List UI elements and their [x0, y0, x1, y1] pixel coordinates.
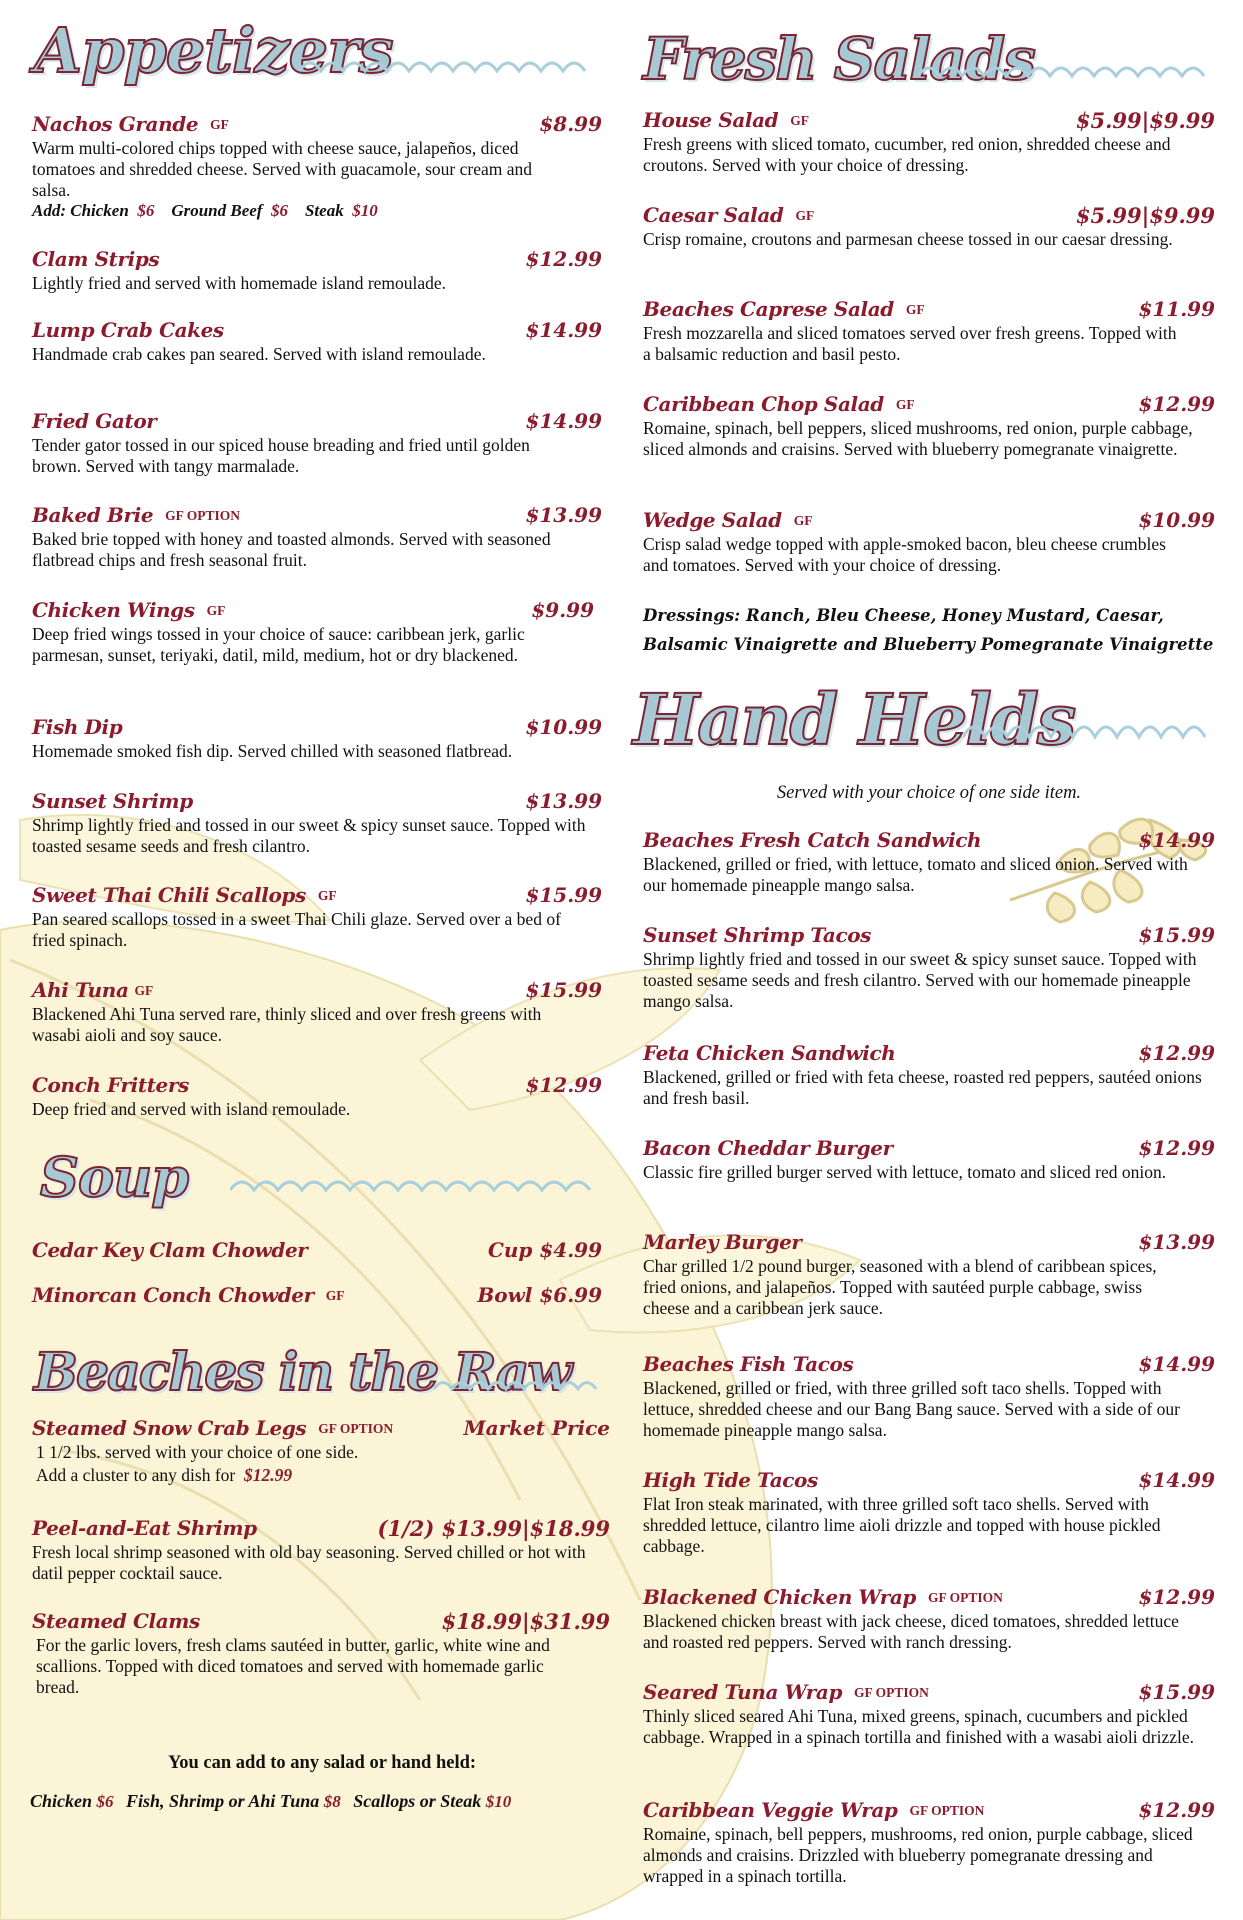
menu-item-clam-strips: [32, 247, 602, 294]
dressings-line-2: Balsamic Vinaigrette and Blueberry Pomegranate Vinaigrette: [643, 635, 1214, 654]
item-description: Romaine, spinach, bell peppers, mushrooms, red onion, purple cabbage, sliced almonds and craisins. Drizzled with blueberry pomegranate dressing and wrapped in a spinach tortilla.: [643, 1824, 1193, 1886]
item-description: Char grilled 1/2 pound burger, seasoned with a blend of caribbean spices, fried onions, and jalapeños. Topped with sautéed purple cabbage, swiss cheese and a caribbean jerk sauce.: [643, 1256, 1157, 1318]
item-description: Classic fire grilled burger served with lettuce, tomato and sliced red onion.: [643, 1162, 1167, 1182]
item-price: $14.99: [1138, 1352, 1215, 1376]
item-tag: GF: [905, 302, 925, 317]
item-name: Marley Burger: [643, 1230, 802, 1254]
add-chicken-price: $6: [137, 201, 155, 220]
menu-item-blackened-chicken-wrap: [643, 1585, 1215, 1653]
item-description: Pan seared scallops tossed in a sweet Thai Chili glaze. Served over a bed of fried spinach.: [32, 909, 561, 950]
item-name: Sweet Thai Chili Scallops: [32, 883, 306, 907]
menu-item-beaches-fish-tacos: [643, 1352, 1215, 1441]
add-chicken: Chicken: [30, 1791, 93, 1811]
item-price: $15.99: [525, 978, 602, 1002]
item-name: Chicken Wings: [32, 598, 195, 622]
item-price: $5.99|$9.99: [1075, 203, 1215, 228]
item-description: Blackened, grilled or fried, with lettuce, tomato and sliced onion. Served with our homemade pineapple mango salsa.: [643, 854, 1188, 895]
item-description: Warm multi-colored chips topped with cheese sauce, jalapeños, diced tomatoes and shredded cheese. Served with guacamole, sour cream and salsa.: [32, 138, 533, 200]
item-description: Deep fried and served with island remoulade.: [32, 1099, 351, 1119]
appetizers-title: Appetizers: [34, 14, 393, 87]
add-steak: Steak: [304, 201, 344, 220]
item-name: High Tide Tacos: [643, 1468, 818, 1492]
item-price: (1/2) $13.99|$18.99: [377, 1516, 610, 1541]
item-tag: GF OPTION: [854, 1685, 929, 1700]
item-price: $14.99: [525, 409, 602, 433]
item-name: Fried Gator: [32, 409, 157, 433]
soup-title: Soup: [40, 1145, 189, 1209]
item-tag: GF: [325, 1288, 345, 1303]
salads-header: [643, 25, 1215, 100]
item-name: Caribbean Chop Salad: [643, 392, 884, 416]
menu-item-seared-tuna-wrap: [643, 1680, 1215, 1748]
item-name: Clam Strips: [32, 247, 160, 271]
item-name: Lump Crab Cakes: [32, 318, 224, 342]
item-price: $18.99|$31.99: [441, 1609, 610, 1634]
item-description: Blackened chicken breast with jack cheese, diced tomatoes, shredded lettuce and roasted red peppers. Served with ranch dressing.: [643, 1611, 1179, 1652]
add-cluster-price: $12.99: [244, 1465, 293, 1485]
menu-item-house-salad: [643, 108, 1215, 176]
item-name: Minorcan Conch Chowder: [32, 1283, 314, 1307]
dressings-list: [643, 601, 1215, 659]
menu-item-chicken-wings: [32, 598, 602, 666]
add-beef: Ground Beef: [171, 201, 263, 220]
menu-item-steamed-snow-crab-legs: [32, 1416, 610, 1486]
item-description: Shrimp lightly fried and tossed in our sweet & spicy sunset sauce. Topped with toasted sesame seeds and fresh cilantro.: [32, 815, 586, 856]
item-price: $12.99: [525, 247, 602, 271]
add-beef-price: $6: [270, 201, 288, 220]
item-price: Cup $4.99: [487, 1238, 602, 1262]
menu-item-high-tide-tacos: [643, 1468, 1215, 1557]
item-name: Beaches Caprese Salad: [643, 297, 894, 321]
menu-item-nachos-grande: [32, 112, 602, 221]
item-description: Crisp salad wedge topped with apple-smoked bacon, bleu cheese crumbles and tomatoes. Served with your choice of dressing.: [643, 534, 1166, 575]
item-name: Ahi Tuna: [32, 978, 129, 1002]
add-scallops: Scallops or Steak: [353, 1791, 482, 1811]
item-tag: GF: [206, 603, 226, 618]
item-tag: GF: [134, 983, 154, 998]
wave-divider: [434, 1373, 609, 1397]
item-description: Deep fried wings tossed in your choice of sauce: caribbean jerk, garlic parmesan, sunset, teriyaki, datil, mild, medium, hot or dry blackened.: [32, 624, 525, 665]
item-name: Blackened Chicken Wrap: [643, 1585, 916, 1609]
item-price: $13.99: [525, 789, 602, 813]
item-name: Caribbean Veggie Wrap: [643, 1798, 898, 1822]
item-name: Sunset Shrimp Tacos: [643, 923, 872, 947]
item-description: Thinly sliced seared Ahi Tuna, mixed greens, spinach, cucumbers and pickled cabbage. Wrapped in a spinach tortilla and finished with a wasabi aioli drizzle.: [643, 1706, 1195, 1747]
menu-item-lump-crab-cakes: [32, 318, 602, 365]
menu-item-ahi-tuna: [32, 978, 602, 1046]
menu-item-feta-chicken-sandwich: [643, 1041, 1215, 1109]
menu-item-bacon-cheddar-burger: [643, 1136, 1215, 1183]
add-chicken: Chicken: [70, 201, 129, 220]
add-steak-price: $10: [352, 201, 378, 220]
item-price: $12.99: [1138, 1585, 1215, 1609]
item-tag: GF: [790, 113, 810, 128]
menu-item-conch-fritters: [32, 1073, 602, 1120]
item-tag: GF OPTION: [165, 508, 241, 523]
handhelds-title: Hand Helds: [633, 678, 1075, 761]
item-name: Cedar Key Clam Chowder: [32, 1238, 308, 1262]
menu-item-peel-and-eat-shrimp: [32, 1516, 610, 1584]
salads-title: Fresh Salads: [643, 25, 1034, 93]
item-price: $12.99: [1138, 1798, 1215, 1822]
dressings-line-1: Dressings: Ranch, Bleu Cheese, Honey Mustard, Caesar,: [643, 606, 1164, 625]
item-name: Feta Chicken Sandwich: [643, 1041, 896, 1065]
item-name: Baked Brie: [32, 503, 154, 527]
menu-item-caesar-salad: [643, 203, 1215, 250]
menu-item-fried-gator: [32, 409, 602, 477]
item-tag: GF OPTION: [909, 1803, 985, 1818]
item-tag: GF: [795, 208, 815, 223]
menu-item-minorcan-conch-chowder: [32, 1283, 602, 1307]
item-tag: GF OPTION: [318, 1421, 394, 1436]
item-description: Handmade crab cakes pan seared. Served with island remoulade.: [32, 344, 486, 364]
item-price: $12.99: [1138, 1041, 1215, 1065]
item-description: Baked brie topped with honey and toasted almonds. Served with seasoned flatbread chips and fresh seasonal fruit.: [32, 529, 551, 570]
wave-divider: [918, 58, 1213, 84]
item-name: Caesar Salad: [643, 203, 784, 227]
item-description: Blackened, grilled or fried, with three grilled soft taco shells. Topped with lettuce, shredded cheese and our Bang Bang sauce. Served with a side of our homemade pineapple mango salsa.: [643, 1378, 1180, 1440]
item-description: Fresh greens with sliced tomato, cucumber, red onion, shredded cheese and croutons. Served with your choice of dressing.: [643, 134, 1171, 175]
menu-item-caribbean-chop-salad: [643, 392, 1215, 460]
wave-divider: [299, 53, 599, 79]
item-name: Sunset Shrimp: [32, 789, 193, 813]
item-description: Flat Iron steak marinated, with three grilled soft taco shells. Served with shredded lettuce, cilantro lime aioli drizzle and topped with house pickled cabbage.: [643, 1494, 1161, 1556]
menu-item-marley-burger: [643, 1230, 1215, 1319]
menu-item-beaches-caprese-salad: [643, 297, 1215, 365]
item-description: Crisp romaine, croutons and parmesan cheese tossed in our caesar dressing.: [643, 229, 1173, 249]
wave-divider: [230, 1172, 610, 1198]
item-description: Lightly fried and served with homemade island remoulade.: [32, 273, 447, 293]
menu-item-sweet-thai-chili-scallops: [32, 883, 602, 951]
item-description: Shrimp lightly fried and tossed in our sweet & spicy sunset sauce. Topped with toasted sesame seeds and fresh cilantro. Served with our homemade pineapple mango salsa.: [643, 949, 1197, 1011]
item-description: Blackened, grilled or fried with feta cheese, roasted red peppers, sautéed onions and fresh basil.: [643, 1067, 1202, 1108]
item-price: Bowl $6.99: [477, 1283, 602, 1307]
handhelds-served-note: Served with your choice of one side item.: [776, 783, 1082, 803]
item-price: $5.99|$9.99: [1075, 108, 1215, 133]
menu-item-sunset-shrimp-tacos: [643, 923, 1215, 1012]
item-price: $10.99: [1138, 508, 1215, 532]
item-price: $14.99: [1138, 1468, 1215, 1492]
item-price: $13.99: [1138, 1230, 1215, 1254]
add-to-salad-options: [30, 1791, 519, 1812]
item-price: $12.99: [1138, 392, 1215, 416]
item-price: $8.99: [539, 112, 602, 136]
item-name: Peel-and-Eat Shrimp: [32, 1516, 257, 1540]
item-price: $10.99: [525, 715, 602, 739]
menu-item-sunset-shrimp: [32, 789, 602, 857]
menu-item-baked-brie: [32, 503, 602, 571]
item-price: $14.99: [1138, 828, 1215, 852]
item-name: House Salad: [643, 108, 779, 132]
item-tag: GF: [895, 397, 915, 412]
item-description: Tender gator tossed in our spiced house breading and fried until golden brown. Served with tangy marmalade.: [32, 435, 530, 476]
menu-item-cedar-key-clam-chowder: [32, 1238, 602, 1262]
item-description: Fresh mozzarella and sliced tomatoes served over fresh greens. Topped with a balsamic reduction and basil pesto.: [643, 323, 1177, 364]
appetizers-header: [34, 14, 604, 90]
item-name: Steamed Clams: [32, 1609, 200, 1633]
menu-item-wedge-salad: [643, 508, 1215, 576]
item-name: Nachos Grande: [32, 112, 199, 136]
add-label: Add:: [32, 201, 66, 220]
item-name: Bacon Cheddar Burger: [643, 1136, 893, 1160]
item-price: $13.99: [525, 503, 602, 527]
add-scallops-price: $10: [485, 1792, 512, 1811]
item-name: Steamed Snow Crab Legs: [32, 1416, 307, 1440]
item-description: Romaine, spinach, bell peppers, sliced mushrooms, red onion, purple cabbage, sliced almonds and craisins. Served with blueberry pomegranate vinaigrette.: [643, 418, 1193, 459]
wave-divider: [963, 715, 1213, 745]
item-tag: GF: [317, 888, 337, 903]
item-name: Fish Dip: [32, 715, 123, 739]
item-description: 1 1/2 lbs. served with your choice of one side.: [36, 1442, 359, 1462]
add-fish-price: $8: [323, 1792, 341, 1811]
item-name: Beaches Fish Tacos: [643, 1352, 854, 1376]
item-price: $15.99: [525, 883, 602, 907]
item-description: Fresh local shrimp seasoned with old bay seasoning. Served chilled or hot with datil pepper cocktail sauce.: [32, 1542, 586, 1583]
menu-item-beaches-fresh-catch-sandwich: [643, 828, 1215, 896]
menu-item-steamed-clams: [32, 1609, 610, 1698]
nachos-add-ons: [32, 201, 602, 221]
item-price: $9.99: [531, 598, 594, 622]
item-description-extra: [36, 1465, 610, 1486]
item-price: Market Price: [463, 1416, 610, 1440]
item-description: Homemade smoked fish dip. Served chilled with seasoned flatbread.: [32, 741, 513, 761]
menu-item-caribbean-veggie-wrap: [643, 1798, 1215, 1887]
item-name: Conch Fritters: [32, 1073, 189, 1097]
handhelds-header: [633, 678, 1215, 761]
item-name: Seared Tuna Wrap: [643, 1680, 843, 1704]
item-description: Blackened Ahi Tuna served rare, thinly sliced and over fresh greens with wasabi aioli and soy sauce.: [32, 1004, 542, 1045]
item-name: Beaches Fresh Catch Sandwich: [643, 828, 982, 852]
item-price: $14.99: [525, 318, 602, 342]
add-chicken-price: $6: [96, 1792, 114, 1811]
add-cluster-text: Add a cluster to any dish for: [36, 1465, 236, 1485]
item-price: $12.99: [525, 1073, 602, 1097]
add-to-salad-title: You can add to any salad or hand held:: [167, 1753, 477, 1773]
item-tag: GF: [210, 117, 229, 132]
item-price: $12.99: [1138, 1136, 1215, 1160]
raw-header: [34, 1342, 614, 1417]
item-price: $15.99: [1138, 1680, 1215, 1704]
item-price: $11.99: [1138, 297, 1215, 321]
menu-item-fish-dip: [32, 715, 602, 762]
item-description: For the garlic lovers, fresh clams sautéed in butter, garlic, white wine and scallions. Topped with diced tomatoes and served with homemade garlic bread.: [36, 1635, 550, 1697]
item-name: Wedge Salad: [643, 508, 782, 532]
item-tag: GF: [793, 513, 813, 528]
item-tag: GF OPTION: [928, 1590, 1003, 1605]
add-fish: Fish, Shrimp or Ahi Tuna: [126, 1791, 320, 1811]
raw-title: Beaches in the Raw: [34, 1342, 571, 1403]
item-price: $15.99: [1138, 923, 1215, 947]
soup-header: [40, 1145, 610, 1220]
